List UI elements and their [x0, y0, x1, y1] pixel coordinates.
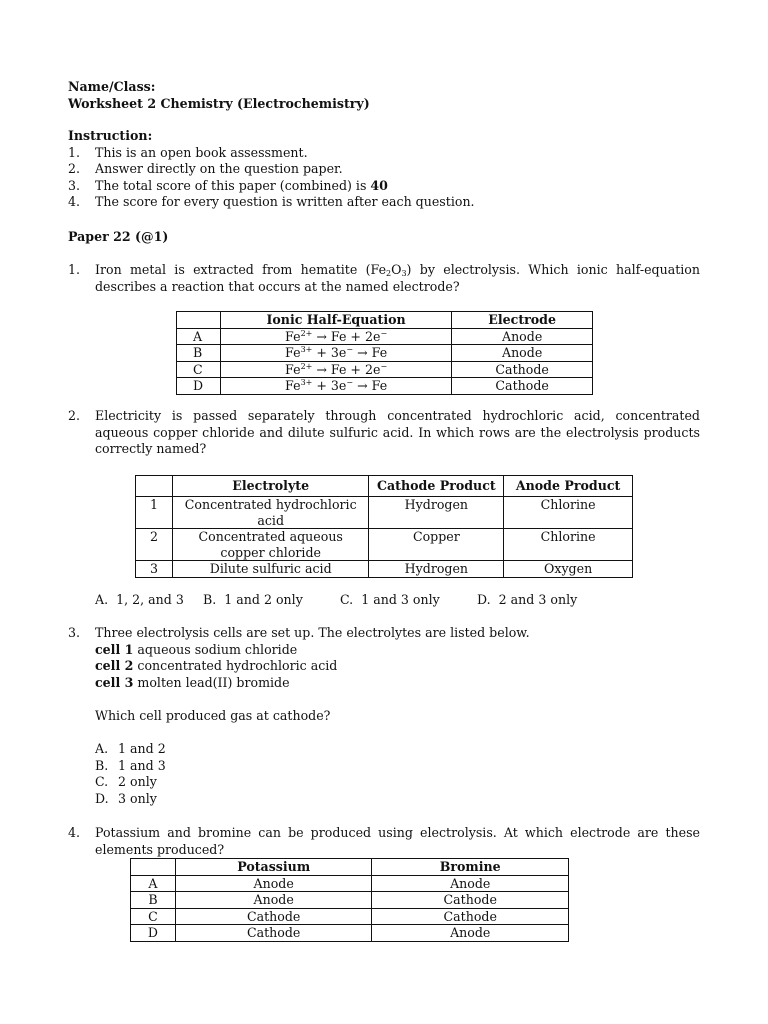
instruction-number: 3. — [68, 177, 81, 193]
superscript: 3+ — [300, 345, 313, 354]
anode-product-cell: Oxygen — [504, 561, 633, 578]
bromine-electrode: Anode — [372, 875, 569, 892]
question-3-body — [95, 625, 700, 808]
instruction-number: 1. — [68, 144, 81, 160]
question-2-text: Electricity is passed separately through concentrated hydrochloric acid, concentrated aqueous copper chloride and dilute sulfuric acid. In which rows are the electrolysis products correctly named? — [95, 408, 700, 457]
cathode-product-cell: Copper — [369, 529, 504, 561]
bromine-electrode: Anode — [372, 925, 569, 942]
table-header-row — [131, 859, 569, 876]
question-number: 1. — [68, 262, 81, 277]
table-row — [177, 345, 593, 362]
half-equation — [220, 328, 451, 345]
option-text: 1 and 2 — [118, 741, 166, 757]
answer-option[interactable] — [95, 758, 700, 775]
answer-option[interactable]: C. 1 and 3 only — [340, 592, 440, 607]
half-equation — [220, 345, 451, 362]
instruction-text: Answer directly on the question paper. — [95, 161, 343, 177]
instruction-item — [68, 178, 700, 195]
question-1-table — [176, 311, 593, 395]
name-class-label: Name/Class: — [68, 79, 156, 94]
instruction-text: This is an open book assessment. — [95, 144, 308, 160]
row-number: 1 — [136, 497, 173, 529]
superscript: − — [380, 361, 388, 371]
half-equation — [220, 361, 451, 378]
cell-electrolyte: aqueous sodium chloride — [133, 641, 298, 657]
row-label: C — [131, 908, 176, 925]
instruction-section — [68, 128, 700, 211]
question-number: 4. — [68, 825, 81, 840]
row-label: A — [177, 328, 221, 345]
potassium-electrode: Anode — [175, 892, 372, 909]
question-number: 3. — [68, 625, 81, 640]
question-2-options — [95, 592, 695, 609]
table-header-cell: Cathode Product — [369, 476, 504, 497]
question-4-table — [130, 858, 569, 942]
question-3 — [68, 625, 700, 808]
instruction-number: 2. — [68, 161, 81, 177]
equation-part: Fe — [285, 328, 301, 344]
subscript: 2 — [386, 269, 392, 278]
option-text: 1 and 3 — [118, 757, 166, 773]
equation-part: → Fe + 2e — [312, 328, 381, 344]
row-label: D — [131, 925, 176, 942]
answer-option[interactable] — [95, 774, 700, 791]
row-label: D — [177, 378, 221, 395]
table-header-row — [136, 476, 633, 497]
cell-electrolyte: concentrated hydrochloric acid — [133, 658, 338, 674]
question-text-part: ) by electrolysis. Which ionic half-equation describes a reaction that occurs at the named electrode? — [95, 262, 701, 294]
table-header-cell: Anode Product — [504, 476, 633, 497]
table-row — [131, 925, 569, 942]
question-text-part: Iron metal is extracted from hematite (Fe — [95, 262, 387, 277]
superscript: 2+ — [300, 328, 313, 338]
table-header-row — [177, 312, 593, 329]
potassium-electrode: Anode — [175, 875, 372, 892]
table-header-cell — [136, 476, 173, 497]
option-letter: D. — [95, 790, 109, 806]
cell-label: cell 3 — [95, 674, 134, 690]
table-row — [131, 892, 569, 909]
superscript: 2+ — [300, 361, 313, 371]
cell-label: cell 1 — [95, 641, 134, 657]
question-3-prompt: Which cell produced gas at cathode? — [95, 707, 331, 723]
worksheet-header — [68, 79, 700, 112]
row-label: A — [131, 875, 176, 892]
question-4 — [68, 825, 700, 858]
table-row — [136, 561, 633, 578]
table-header-cell: Electrolyte — [172, 476, 369, 497]
instruction-text: The total score of this paper (combined) is — [95, 177, 371, 193]
question-1 — [68, 262, 700, 295]
electrolyte-cell: Concentrated hydrochloric acid — [172, 497, 369, 529]
electrode-cell: Cathode — [452, 361, 593, 378]
answer-option[interactable]: A. 1, 2, and 3 — [95, 592, 184, 607]
question-2 — [68, 408, 700, 458]
cathode-product-cell: Hydrogen — [369, 561, 504, 578]
row-number: 2 — [136, 529, 173, 561]
half-equation — [220, 378, 451, 395]
question-number: 2. — [68, 408, 81, 423]
table-row — [177, 361, 593, 378]
answer-option[interactable] — [95, 791, 700, 808]
question-text-part: O — [391, 262, 402, 277]
answer-option[interactable]: D. 2 and 3 only — [477, 592, 578, 607]
superscript: − — [380, 328, 388, 338]
potassium-electrode: Cathode — [175, 925, 372, 942]
equation-part: + 3e — [312, 378, 347, 393]
instruction-heading: Instruction: — [68, 128, 153, 143]
cell-item — [95, 658, 700, 675]
option-text: 3 only — [118, 790, 157, 806]
table-header-cell: Electrode — [452, 312, 593, 329]
table-row — [136, 529, 633, 561]
option-letter: C. — [95, 774, 109, 790]
row-label: C — [177, 361, 221, 378]
instruction-number: 4. — [68, 194, 81, 210]
instruction-item — [68, 145, 700, 162]
cell-item — [95, 642, 700, 659]
table-row — [177, 378, 593, 395]
equation-part: Fe — [285, 361, 301, 377]
table-row — [131, 908, 569, 925]
superscript: − — [346, 378, 354, 387]
question-3-intro: Three electrolysis cells are set up. The electrolytes are listed below. — [95, 625, 530, 640]
electrolyte-cell: Dilute sulfuric acid — [172, 561, 369, 578]
option-letter: B. — [95, 757, 109, 773]
subscript: 3 — [401, 269, 407, 278]
paper-title: Paper 22 (@1) — [68, 229, 169, 244]
equation-part: + 3e — [312, 345, 347, 360]
instruction-item — [68, 194, 700, 211]
electrolyte-cell: Concentrated aqueous copper chloride — [172, 529, 369, 561]
superscript: − — [346, 345, 354, 354]
table-row — [177, 328, 593, 345]
option-letter: A. — [95, 741, 109, 757]
worksheet-title: Worksheet 2 Chemistry (Electrochemistry) — [68, 95, 370, 111]
bromine-electrode: Cathode — [372, 908, 569, 925]
anode-product-cell: Chlorine — [504, 529, 633, 561]
cell-electrolyte: molten lead(II) bromide — [133, 674, 290, 690]
electrode-cell: Cathode — [452, 378, 593, 395]
total-score: 40 — [370, 177, 388, 193]
answer-option[interactable] — [95, 741, 700, 758]
potassium-electrode: Cathode — [175, 908, 372, 925]
table-row — [131, 875, 569, 892]
electrode-cell: Anode — [452, 328, 593, 345]
question-1-text — [95, 262, 700, 295]
table-header-cell — [177, 312, 221, 329]
electrode-cell: Anode — [452, 345, 593, 362]
table-header-cell — [131, 859, 176, 876]
row-label: B — [177, 345, 221, 362]
cathode-product-cell: Hydrogen — [369, 497, 504, 529]
equation-part: → Fe — [353, 378, 388, 393]
spacer — [95, 691, 700, 708]
superscript: 3+ — [300, 378, 313, 387]
row-label: B — [131, 892, 176, 909]
cell-item — [95, 675, 700, 692]
instruction-text: The score for every question is written after each question. — [95, 194, 475, 210]
table-row — [136, 497, 633, 529]
row-number: 3 — [136, 561, 173, 578]
instruction-item — [68, 161, 700, 178]
equation-part: Fe — [285, 345, 301, 360]
anode-product-cell: Chlorine — [504, 497, 633, 529]
question-2-table — [135, 475, 633, 578]
equation-part: → Fe — [353, 345, 388, 360]
table-header-cell: Potassium — [175, 859, 372, 876]
table-header-cell: Bromine — [372, 859, 569, 876]
equation-part: Fe — [285, 378, 301, 393]
cell-label: cell 2 — [95, 658, 134, 674]
option-text: 2 only — [118, 774, 157, 790]
question-4-text: Potassium and bromine can be produced using electrolysis. At which electrode are these elements produced? — [95, 825, 700, 857]
equation-part: → Fe + 2e — [312, 361, 381, 377]
spacer — [95, 725, 700, 742]
bromine-electrode: Cathode — [372, 892, 569, 909]
table-header-cell: Ionic Half-Equation — [220, 312, 451, 329]
answer-option[interactable]: B. 1 and 2 only — [203, 592, 303, 607]
